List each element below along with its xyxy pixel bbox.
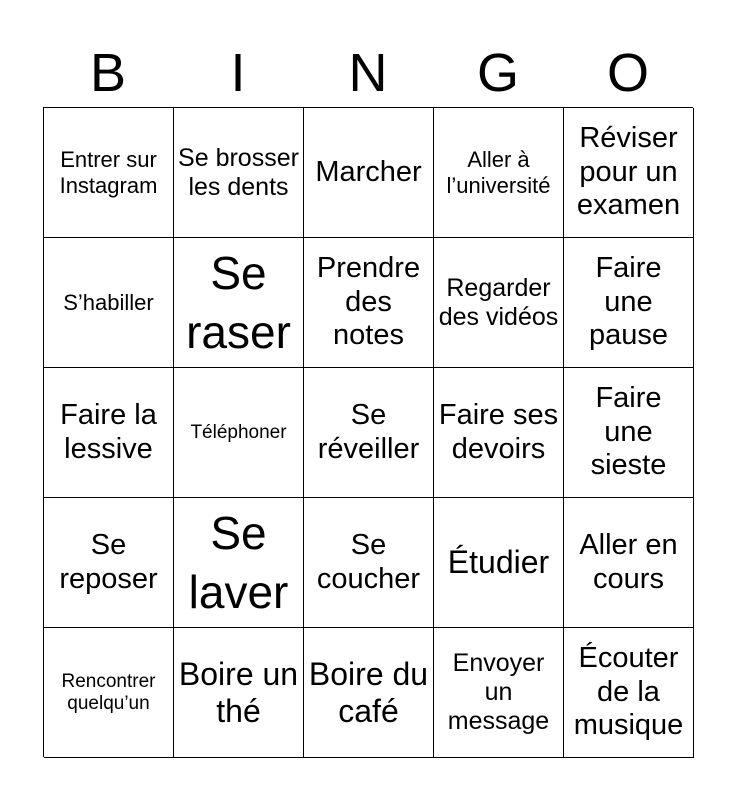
- cell-text: Se reposer: [59, 529, 158, 595]
- bingo-cell-r3-c5[interactable]: [564, 368, 694, 498]
- cell-text: Faire une sieste: [590, 382, 667, 482]
- cell-text: Boire du café: [308, 655, 429, 729]
- cell-text: Faire ses devoirs: [438, 399, 559, 465]
- cell-text: Se coucher: [316, 529, 421, 595]
- bingo-cell-r1-c3[interactable]: [304, 108, 434, 238]
- cell-text: Écouter de la musique: [573, 642, 684, 742]
- bingo-cell-r2-c3[interactable]: [304, 238, 434, 368]
- bingo-cell-r4-c3[interactable]: [304, 498, 434, 628]
- bingo-cell-r4-c1[interactable]: [44, 498, 174, 628]
- bingo-cell-r5-c4[interactable]: [434, 628, 564, 758]
- cell-text: Se raser: [186, 246, 291, 358]
- cell-text: Aller en cours: [579, 529, 678, 595]
- bingo-cell-r5-c5[interactable]: [564, 628, 694, 758]
- bingo-cell-r2-c2[interactable]: [174, 238, 304, 368]
- cell-text: Étudier: [447, 544, 550, 581]
- bingo-cell-r1-c4[interactable]: [434, 108, 564, 238]
- cell-text: Aller à l’université: [446, 147, 551, 198]
- bingo-cell-r1-c1[interactable]: [44, 108, 174, 238]
- cell-text: Boire un thé: [178, 655, 299, 729]
- bingo-cell-r3-c3[interactable]: [304, 368, 434, 498]
- bingo-cell-r2-c5[interactable]: [564, 238, 694, 368]
- cell-text: Rencontrer quelqu’un: [61, 670, 156, 714]
- cell-text: Marcher: [315, 155, 422, 188]
- cell-text: Entrer sur Instagram: [59, 147, 158, 198]
- bingo-cell-r4-c4[interactable]: [434, 498, 564, 628]
- bingo-cell-r2-c4[interactable]: [434, 238, 564, 368]
- cell-text: Faire une pause: [588, 252, 668, 352]
- bingo-header: [43, 40, 693, 106]
- bingo-cell-r5-c2[interactable]: [174, 628, 304, 758]
- header-letter-b: B: [89, 43, 127, 103]
- bingo-cell-r5-c1[interactable]: [44, 628, 174, 758]
- cell-text: Faire la lessive: [60, 399, 157, 465]
- header-letter-n: N: [348, 43, 388, 103]
- cell-text: Réviser pour un examen: [576, 122, 681, 222]
- bingo-cell-r4-c2[interactable]: [174, 498, 304, 628]
- bingo-cell-r3-c1[interactable]: [44, 368, 174, 498]
- bingo-cell-r1-c5[interactable]: [564, 108, 694, 238]
- bingo-grid: [43, 107, 693, 757]
- cell-text: Se laver: [188, 506, 289, 618]
- bingo-cell-r2-c1[interactable]: [44, 238, 174, 368]
- bingo-cell-r1-c2[interactable]: [174, 108, 304, 238]
- bingo-cell-r4-c5[interactable]: [564, 498, 694, 628]
- bingo-cell-r5-c3[interactable]: [304, 628, 434, 758]
- cell-text: Se brosser les dents: [178, 143, 299, 201]
- header-letter-o: O: [606, 43, 649, 103]
- cell-text: Téléphoner: [190, 421, 287, 443]
- cell-text: Prendre des notes: [316, 252, 421, 352]
- bingo-cell-r3-c4[interactable]: [434, 368, 564, 498]
- cell-text: Regarder des vidéos: [438, 273, 559, 331]
- cell-text: Se réveiller: [317, 399, 420, 465]
- cell-text: Envoyer un message: [447, 649, 550, 735]
- header-letter-g: G: [476, 43, 519, 103]
- cell-text: S’habiller: [63, 289, 154, 315]
- header-letter-i: I: [230, 43, 246, 103]
- bingo-cell-r3-c2[interactable]: [174, 368, 304, 498]
